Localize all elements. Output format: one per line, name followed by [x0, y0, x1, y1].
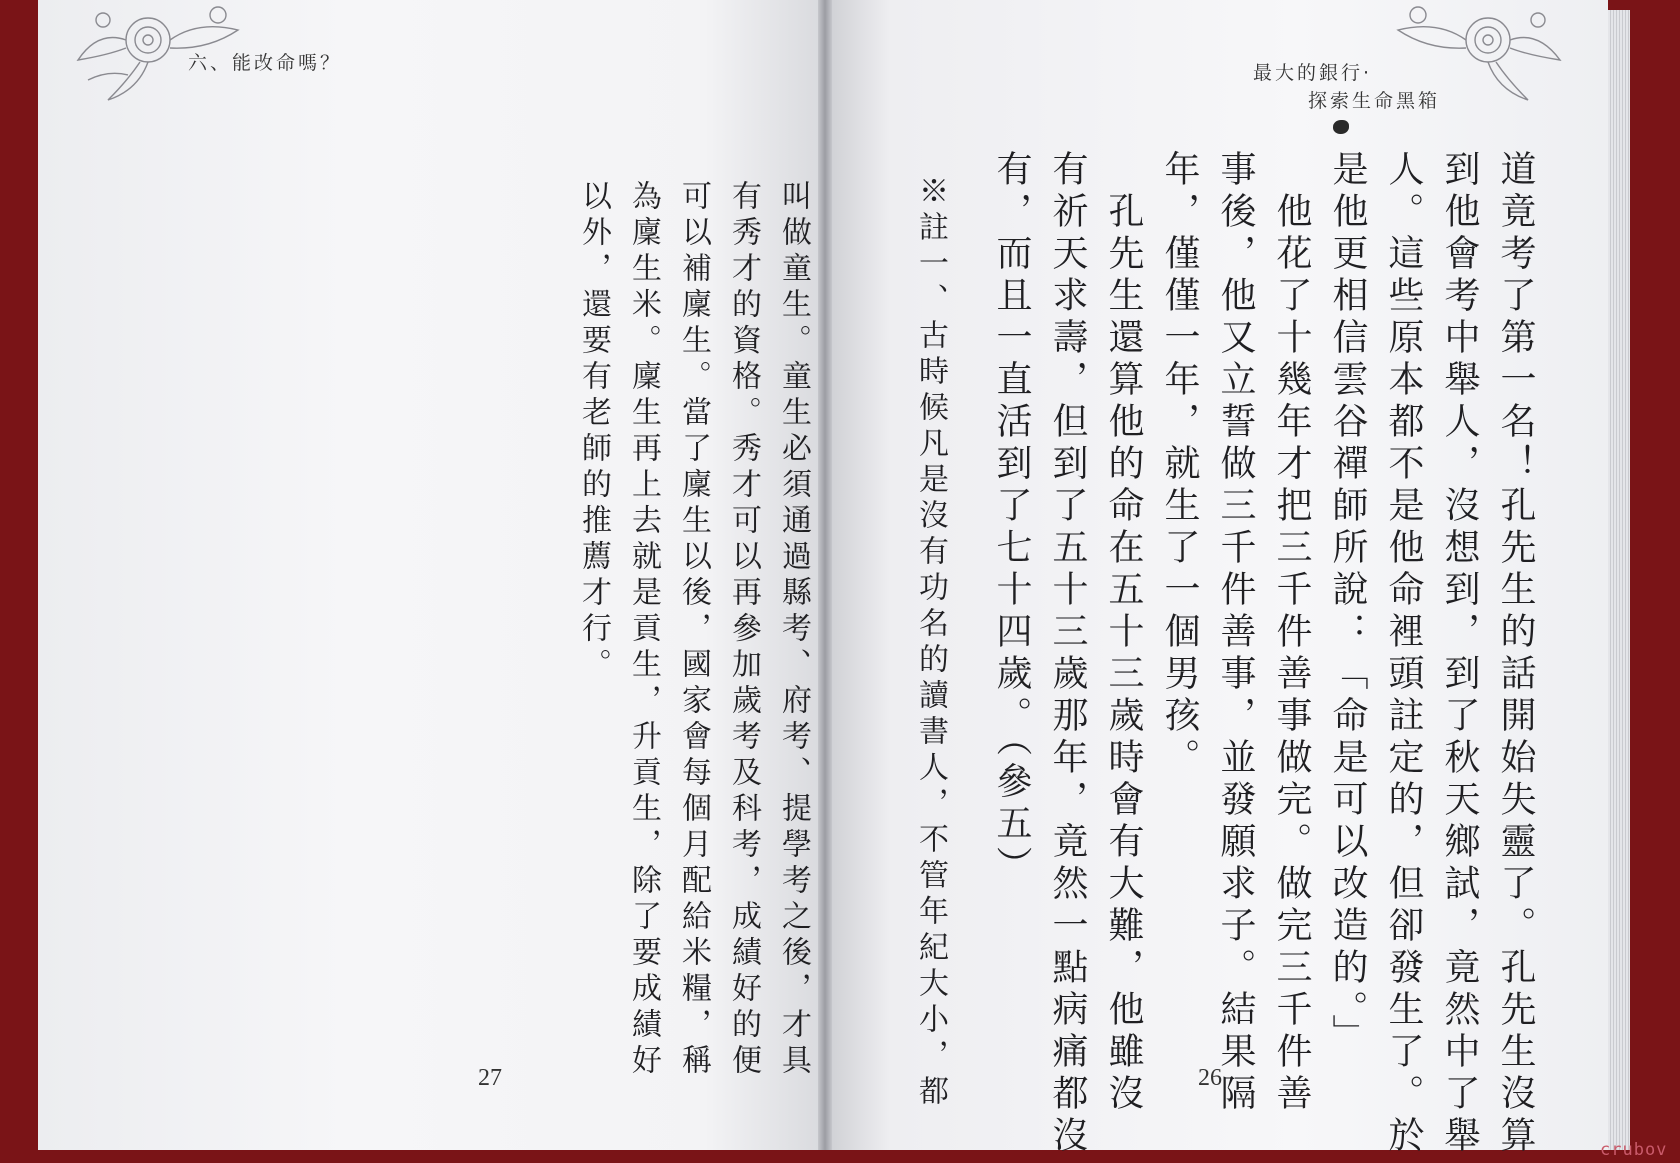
text-column: 有，而且一直活到了七十四歲。（參五）	[991, 150, 1032, 888]
running-head-right-2: 探索生命黑箱	[1308, 90, 1441, 112]
text-column: 有秀才的資格。秀才可以再參加歲考及科考，成績好的便	[726, 180, 761, 1080]
running-head-right-1: 最大的銀行·	[1253, 62, 1373, 84]
left-page-text	[568, 180, 818, 1080]
text-column: 他花了十幾年才把三千件善事做完。做完三千件善	[1271, 150, 1312, 1116]
page-number-right: 26	[1198, 1065, 1222, 1091]
watermark: crubov	[1600, 1140, 1668, 1160]
running-head-left: 六、能改命嗎？	[188, 52, 343, 74]
text-column: 有祈天求壽，但到了五十三歲那年，竟然一點病痛都沒	[1047, 150, 1088, 1158]
page-number-left: 27	[478, 1065, 502, 1091]
page-edges	[1608, 10, 1630, 1150]
text-column: 是他更相信雲谷禪師所說：「命是可以改造的。」	[1327, 150, 1368, 1056]
text-column: 為廩生米。廩生再上去就是貢生，升貢生，除了要成績好	[626, 180, 661, 1080]
book-spread	[38, 0, 1628, 1163]
text-column: 叫做童生。童生必須通過縣考、府考、提學考之後，才具	[776, 180, 811, 1080]
ink-smudge	[1333, 120, 1349, 134]
text-column: 以外，還要有老師的推薦才行。	[576, 180, 611, 684]
text-column: 事後，他又立誓做三千件善事，並發願求子。結果隔	[1215, 150, 1256, 1116]
text-column: 孔先生還算他的命在五十三歲時會有大難，他雖沒	[1103, 150, 1144, 1116]
text-column: 到他會考中舉人，沒想到，到了秋天鄉試，竟然中了舉	[1439, 150, 1480, 1158]
text-column: 人。這些原本都不是他命裡頭註定的，但卻發生了。於	[1383, 150, 1424, 1158]
book-gutter	[818, 0, 832, 1150]
text-column: 年，僅僅一年，就生了一個男孩。	[1159, 150, 1200, 780]
footnote-column: ※註一、古時候凡是沒有功名的讀書人，不管年紀大小，都	[913, 175, 948, 1111]
text-column: 道竟考了第一名！孔先生的話開始失靈了。孔先生沒算	[1495, 150, 1536, 1158]
text-column: 可以補廩生。當了廩生以後，國家會每個月配給米糧，稱	[676, 180, 711, 1080]
